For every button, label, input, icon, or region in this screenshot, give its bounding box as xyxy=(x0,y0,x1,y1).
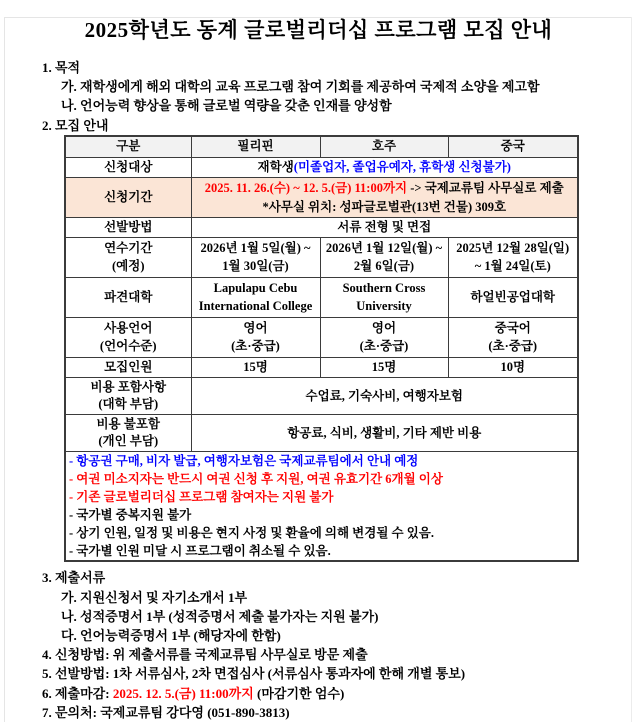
cost-included-value: 수업료, 기숙사비, 여행자보험 xyxy=(191,378,578,415)
row-duration-label xyxy=(65,238,191,278)
documents-item-c: 다. 언어능력증명서 1부 (해당자에 한함) xyxy=(61,627,281,643)
note-line: - 기존 글로벌리더십 프로그램 참여자는 지원 불가 xyxy=(69,490,334,505)
deadline-label: 6. 제출마감: xyxy=(42,685,113,701)
quota-australia: 15명 xyxy=(320,358,448,378)
target-text: 재학생 xyxy=(257,160,294,175)
university-philippines: Lapulapu Cebu International College xyxy=(191,278,320,318)
deadline-suffix: (마감기한 엄수) xyxy=(253,685,345,701)
column-header-philippines: 필리핀 xyxy=(191,136,320,158)
documents-item-a: 가. 지원신청서 및 자기소개서 1부 xyxy=(61,589,248,605)
column-header-category: 구분 xyxy=(65,136,191,158)
row-quota-label: 모집인원 xyxy=(65,358,191,378)
purpose-item-b: 나. 언어능력 향상을 통해 글로벌 역량을 갖춘 인재를 양성함 xyxy=(61,98,392,114)
table-header-row xyxy=(65,136,578,158)
notes-list xyxy=(65,452,578,562)
language-philippines: 영어 (초·중급) xyxy=(191,318,320,358)
documents-heading: 3. 제출서류 xyxy=(42,570,106,586)
row-cost-excluded-label: 비용 불포함 (개인 부담) xyxy=(65,415,191,452)
row-selection-label: 선발방법 xyxy=(65,218,191,238)
page-edge-right xyxy=(631,17,632,722)
duration-philippines: 2026년 1월 5일(월) ~ 1월 30일(금) xyxy=(191,238,320,278)
quota-china: 10명 xyxy=(448,358,578,378)
row-target-label: 신청대상 xyxy=(65,158,191,178)
duration-china: 2025년 12월 28일(일) ~ 1월 24일(토) xyxy=(448,238,578,278)
period-submit-text: -> 국제교류팀 사무실로 제출 xyxy=(407,180,564,195)
purpose-item-a: 가. 재학생에게 해외 대학의 교육 프로그램 참여 기회를 제공하여 국제적 소양을 제고함 xyxy=(61,79,540,95)
target-restriction-text: (미졸업자, 졸업유예자, 휴학생 신청불가) xyxy=(293,160,511,175)
language-china: 중국어 (초·중급) xyxy=(448,318,578,358)
row-language xyxy=(65,318,578,358)
language-label: 사용언어 xyxy=(104,321,153,336)
document-body xyxy=(0,58,637,722)
note-line: - 상기 인원, 일정 및 비용은 현지 사정 및 환율에 의해 변경될 수 있음. xyxy=(69,526,434,541)
row-cost-included xyxy=(65,378,578,415)
duration-australia: 2026년 1월 12일(월) ~ 2월 6일(금) xyxy=(320,238,448,278)
row-period xyxy=(65,178,578,218)
note-line: - 여권 미소지자는 반드시 여권 신청 후 지원, 여권 유효기간 6개월 이상 xyxy=(69,472,443,487)
recruit-heading: 2. 모집 안내 xyxy=(42,117,109,133)
note-line: - 항공권 구매, 비자 발급, 여행자보험은 국제교류팀에서 안내 예정 xyxy=(69,454,419,469)
language-label-sub: (언어수준) xyxy=(99,338,157,353)
duration-label: 연수기간 xyxy=(104,241,153,256)
row-period-label: 신청기간 xyxy=(65,178,191,218)
apply-method: 4. 신청방법: 위 제출서류를 국제교류팀 사무실로 방문 제출 xyxy=(42,647,368,663)
row-target-value xyxy=(191,158,578,178)
row-university xyxy=(65,278,578,318)
recruitment-table xyxy=(64,135,579,563)
row-duration xyxy=(65,238,578,278)
column-header-china: 중국 xyxy=(448,136,578,158)
period-line1 xyxy=(195,179,575,198)
duration-label-sub: (예정) xyxy=(112,258,145,273)
documents-item-b: 나. 성적증명서 1부 (성적증명서 제출 불가자는 지원 불가) xyxy=(61,608,379,624)
language-australia: 영어 (초·중급) xyxy=(320,318,448,358)
row-selection-value: 서류 전형 및 면접 xyxy=(191,218,578,238)
row-quota xyxy=(65,358,578,378)
university-china: 하얼빈공업대학 xyxy=(448,278,578,318)
university-australia: Southern Cross University xyxy=(320,278,448,318)
period-deadline-text: 2025. 11. 26.(수) ~ 12. 5.(금) 11:00까지 xyxy=(204,180,408,195)
document-page xyxy=(0,15,637,722)
row-cost-excluded xyxy=(65,415,578,452)
row-university-label: 파견대학 xyxy=(65,278,191,318)
note-line: - 국가별 인원 미달 시 프로그램이 취소될 수 있음. xyxy=(69,544,331,559)
row-target xyxy=(65,158,578,178)
cost-excluded-value: 항공료, 식비, 생활비, 기타 제반 비용 xyxy=(191,415,578,452)
row-language-label xyxy=(65,318,191,358)
row-cost-included-label: 비용 포함사항 (대학 부담) xyxy=(65,378,191,415)
note-line: - 국가별 중복지원 불가 xyxy=(69,508,192,523)
deadline-date: 2025. 12. 5.(금) 11:00까지 xyxy=(112,685,254,701)
page-title: 2025학년도 동계 글로벌리더십 프로그램 모집 안내 xyxy=(84,18,553,42)
row-selection xyxy=(65,218,578,238)
column-header-australia: 호주 xyxy=(320,136,448,158)
selection-method: 5. 선발방법: 1차 서류심사, 2차 면접심사 (서류심사 통과자에 한해 개별 통보) xyxy=(42,666,466,682)
page-edge-left xyxy=(4,17,5,722)
period-line2: *사무실 위치: 성파글로벌관(13번 건물) 309호 xyxy=(262,199,507,214)
contact-info: 7. 문의처: 국제교류팀 강다영 (051-890-3813) xyxy=(42,704,290,720)
purpose-heading: 1. 목적 xyxy=(42,60,81,75)
deadline xyxy=(42,684,613,703)
page-edge-top xyxy=(4,17,632,18)
row-period-value xyxy=(191,178,578,218)
row-notes xyxy=(65,452,578,562)
quota-philippines: 15명 xyxy=(191,358,320,378)
